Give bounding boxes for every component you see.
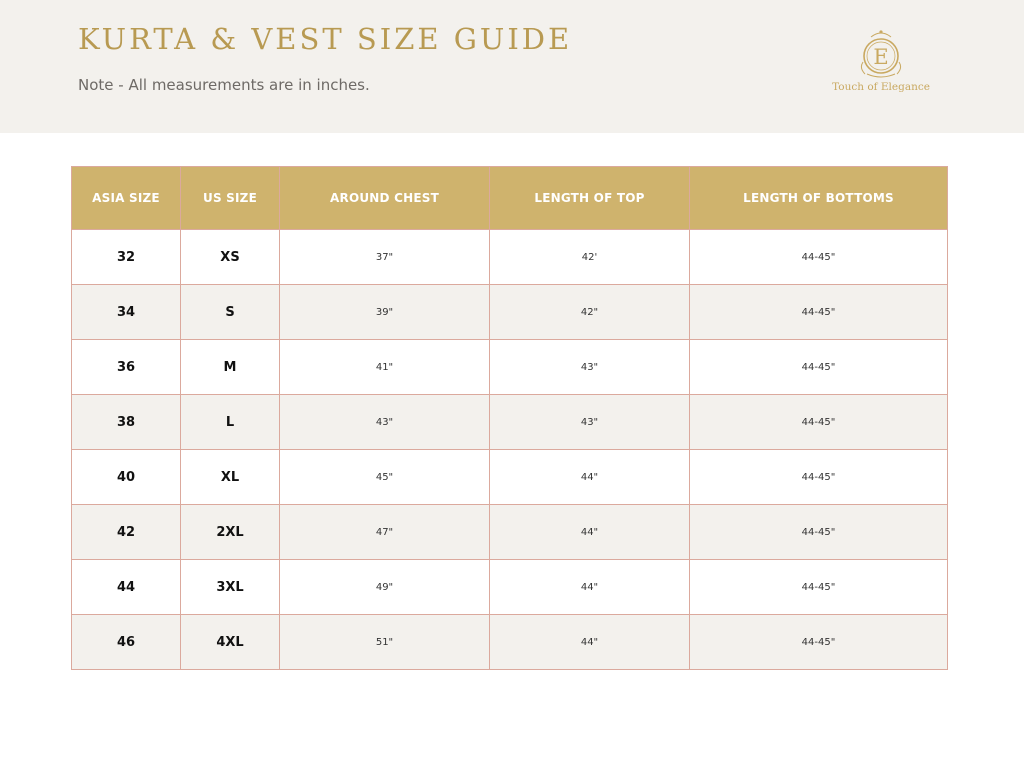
top-length-cell: 43" — [490, 395, 690, 450]
us-size-cell: S — [181, 285, 280, 340]
table-header-row — [72, 167, 948, 230]
us-size-cell: 3XL — [181, 560, 280, 615]
size-table — [71, 166, 948, 670]
monogram-emblem-icon — [857, 28, 905, 80]
chest-cell: 43" — [280, 395, 490, 450]
header-length-of-bottoms: LENGTH OF BOTTOMS — [690, 167, 948, 230]
us-size-cell: XL — [181, 450, 280, 505]
bottoms-length-cell: 44-45" — [690, 615, 948, 670]
us-size-cell: L — [181, 395, 280, 450]
table-row — [72, 505, 948, 560]
bottoms-length-cell: 44-45" — [690, 340, 948, 395]
asia-size-cell: 32 — [72, 230, 181, 285]
bottoms-length-cell: 44-45" — [690, 395, 948, 450]
top-length-cell: 44" — [490, 560, 690, 615]
brand-logo — [826, 28, 936, 100]
asia-size-cell: 38 — [72, 395, 181, 450]
top-length-cell: 43" — [490, 340, 690, 395]
table-row — [72, 560, 948, 615]
asia-size-cell: 40 — [72, 450, 181, 505]
top-length-cell: 44" — [490, 450, 690, 505]
us-size-cell: XS — [181, 230, 280, 285]
top-length-cell: 42" — [490, 285, 690, 340]
chest-cell: 41" — [280, 340, 490, 395]
bottoms-length-cell: 44-45" — [690, 285, 948, 340]
bottoms-length-cell: 44-45" — [690, 560, 948, 615]
asia-size-cell: 46 — [72, 615, 181, 670]
bottoms-length-cell: 44-45" — [690, 505, 948, 560]
logo-letter: E — [873, 45, 889, 69]
top-length-cell: 42' — [490, 230, 690, 285]
chest-cell: 47" — [280, 505, 490, 560]
chest-cell: 39" — [280, 285, 490, 340]
table-row — [72, 615, 948, 670]
chest-cell: 49" — [280, 560, 490, 615]
us-size-cell: M — [181, 340, 280, 395]
table-row — [72, 230, 948, 285]
header-us-size: US SIZE — [181, 167, 280, 230]
us-size-cell: 4XL — [181, 615, 280, 670]
chest-cell: 51" — [280, 615, 490, 670]
asia-size-cell: 36 — [72, 340, 181, 395]
asia-size-cell: 42 — [72, 505, 181, 560]
header-length-of-top: LENGTH OF TOP — [490, 167, 690, 230]
asia-size-cell: 34 — [72, 285, 181, 340]
top-length-cell: 44" — [490, 615, 690, 670]
header-banner — [0, 0, 1024, 133]
chest-cell: 37" — [280, 230, 490, 285]
chest-cell: 45" — [280, 450, 490, 505]
measurement-note: Note - All measurements are in inches. — [78, 76, 370, 94]
bottoms-length-cell: 44-45" — [690, 230, 948, 285]
table-row — [72, 285, 948, 340]
page-title: KURTA & VEST SIZE GUIDE — [78, 22, 573, 56]
table-row — [72, 395, 948, 450]
asia-size-cell: 44 — [72, 560, 181, 615]
header-asia-size: ASIA SIZE — [72, 167, 181, 230]
us-size-cell: 2XL — [181, 505, 280, 560]
bottoms-length-cell: 44-45" — [690, 450, 948, 505]
top-length-cell: 44" — [490, 505, 690, 560]
table-row — [72, 450, 948, 505]
header-around-chest: AROUND CHEST — [280, 167, 490, 230]
logo-text: Touch of Elegance — [832, 81, 930, 93]
table-row — [72, 340, 948, 395]
